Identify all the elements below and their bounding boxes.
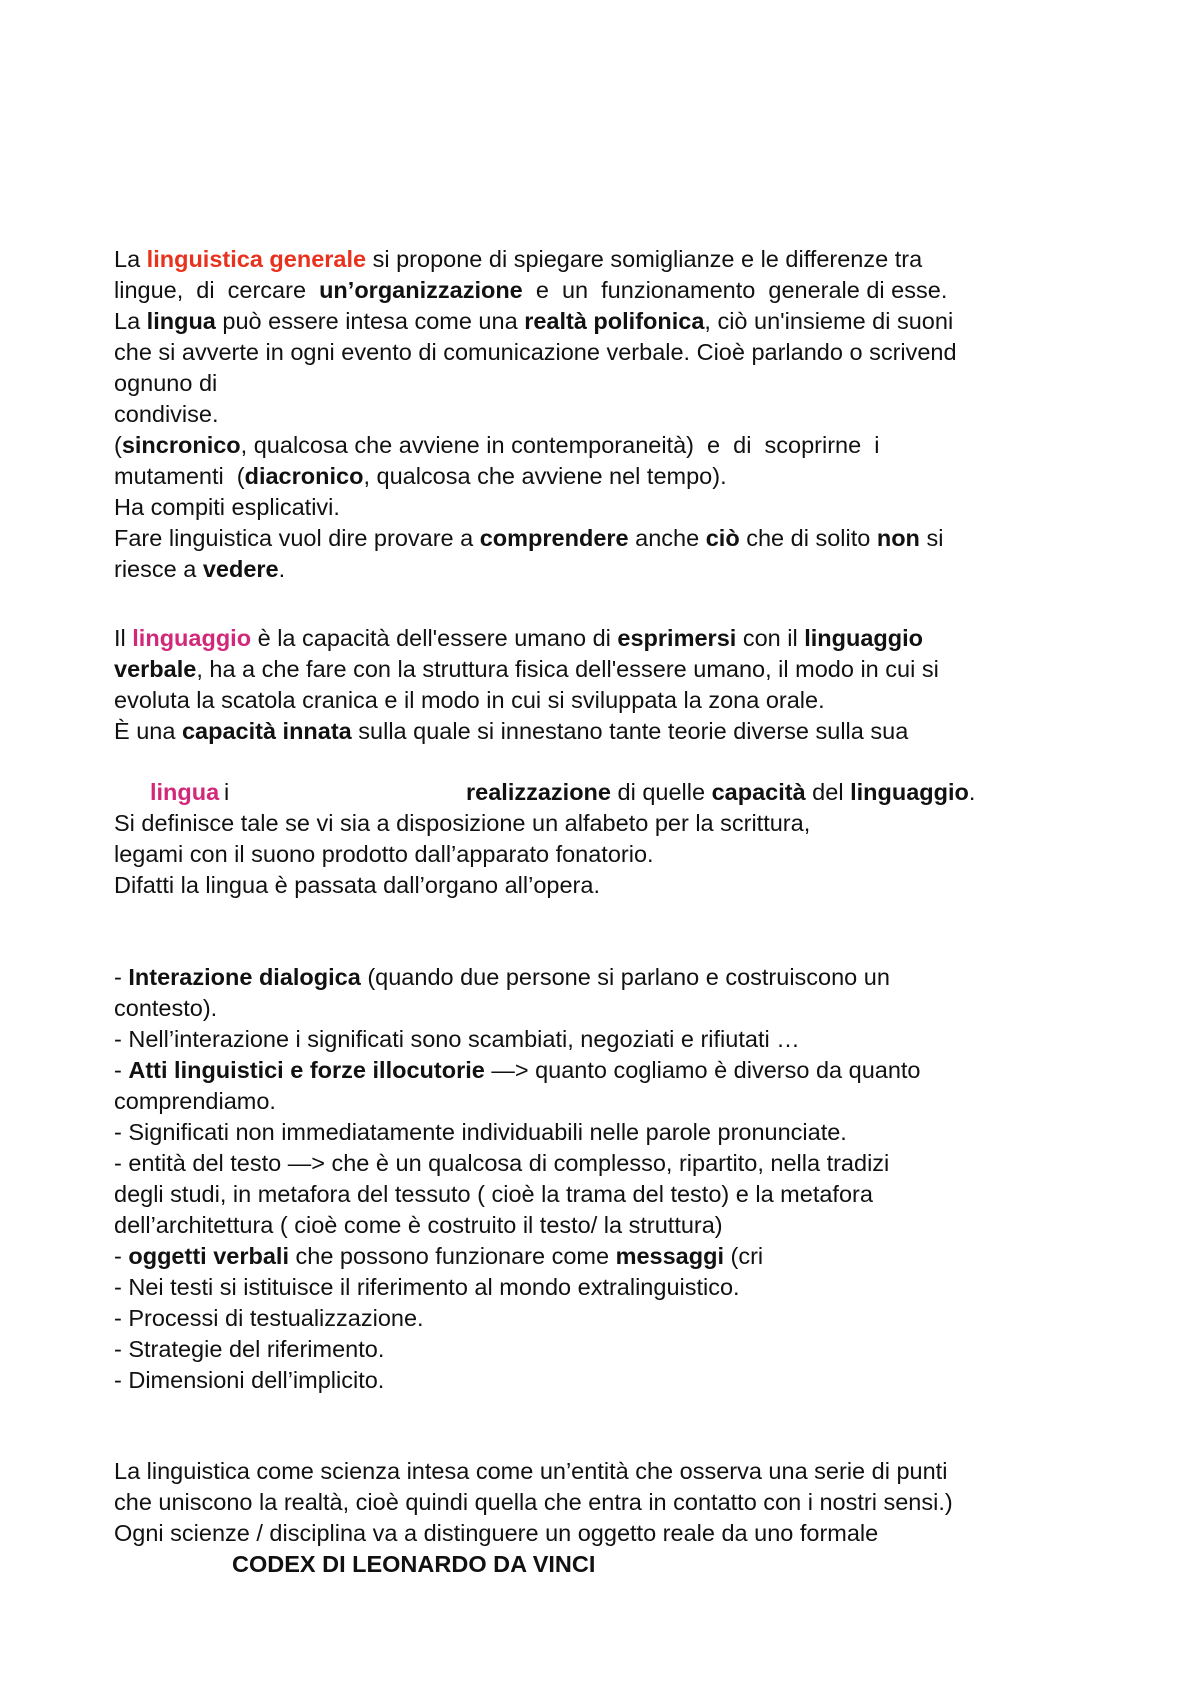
text: è la capacità dell'essere umano di: [251, 625, 618, 651]
text: La: [114, 246, 147, 272]
list-item-continuation: comprendiamo.: [114, 1088, 276, 1114]
highlight-term: linguistica generale: [146, 246, 367, 272]
text: i: [224, 779, 230, 805]
text: che possono funzionare come: [288, 1243, 616, 1269]
bold-term: un’organizzazione: [319, 277, 523, 303]
text: con il: [736, 625, 805, 651]
text: si: [919, 525, 944, 551]
text: mutamenti (: [114, 463, 245, 489]
text: del: [805, 779, 851, 805]
bold-term: linguaggio: [804, 625, 924, 651]
bullet: -: [114, 1243, 129, 1269]
section-heading: CODEX DI LEONARDO DA VINCI: [232, 1551, 596, 1577]
paragraph-line: [114, 244, 922, 274]
bold-term: realtà polifonica: [524, 308, 705, 334]
text: Fare linguistica vuol dire provare a: [114, 525, 480, 551]
list-item: - entità del testo —> che è un qualcosa di complesso, ripartito, nella tradizi: [114, 1150, 890, 1176]
list-item: - Strategie del riferimento.: [114, 1336, 385, 1362]
paragraph-line: [114, 461, 727, 491]
bold-term: capacità innata: [181, 718, 352, 744]
bold-term: realizzazione: [466, 779, 611, 805]
paragraph-line: legami con il suono prodotto dall’apparato fonatorio.: [114, 841, 654, 867]
bullet: -: [114, 964, 129, 990]
bold-term: esprimersi: [617, 625, 737, 651]
text: (cri: [724, 1243, 764, 1269]
list-item: [114, 962, 890, 992]
list-item: - Dimensioni dell’implicito.: [114, 1367, 385, 1393]
paragraph-line: Ha compiti esplicativi.: [114, 494, 340, 520]
text: che di solito: [739, 525, 877, 551]
bold-term: capacità: [711, 779, 806, 805]
text: si propone di spiegare somiglianze e le differenze tra: [366, 246, 923, 272]
highlight-term: lingua: [150, 779, 220, 805]
paragraph-line: [114, 554, 285, 584]
paragraph-line: Si definisce tale se vi sia a disposizione un alfabeto per la scrittura,: [114, 810, 811, 836]
bold-term: Interazione dialogica: [128, 964, 361, 990]
list-item-continuation: degli studi, in metafora del tessuto ( cioè la trama del testo) e la metafora: [114, 1181, 873, 1207]
list-item-continuation: dell’architettura ( cioè come è costruito il testo/ la struttura): [114, 1212, 723, 1238]
bold-term: sincronico: [121, 432, 241, 458]
list-item-continuation: contesto).: [114, 995, 218, 1021]
bold-term: verbale: [114, 656, 197, 682]
text: .: [968, 779, 976, 805]
bold-term: linguaggio: [850, 779, 969, 805]
list-item: - Significati non immediatamente individuabili nelle parole pronunciate.: [114, 1119, 847, 1145]
list-item: [114, 1241, 763, 1271]
bold-term: comprendere: [479, 525, 629, 551]
list-item: - Nell’interazione i significati sono scambiati, negoziati e rifiutati …: [114, 1026, 800, 1052]
paragraph-line: condivise.: [114, 401, 219, 427]
highlight-term: linguaggio: [132, 625, 252, 651]
text: È una: [114, 718, 182, 744]
bold-term: lingua: [146, 308, 216, 334]
paragraph-line: Ogni scienze / disciplina va a distinguere un oggetto reale da uno formale: [114, 1520, 879, 1546]
paragraph-line: [114, 306, 953, 336]
text: di quelle: [610, 779, 712, 805]
text: —> quanto cogliamo è diverso da quanto: [484, 1057, 921, 1083]
paragraph-line: [114, 430, 879, 460]
text: , qualcosa che avviene in contemporaneità) e di scoprirne i: [240, 432, 880, 458]
text: (quando due persone si parlano e costruiscono un: [360, 964, 890, 990]
text: anche: [628, 525, 706, 551]
list-item: - Nei testi si istituisce il riferimento al mondo extralinguistico.: [114, 1274, 740, 1300]
paragraph-line: La linguistica come scienza intesa come un’entità che osserva una serie di punti: [114, 1458, 948, 1484]
paragraph-line: evoluta la scatola cranica e il modo in cui si sviluppata la zona orale.: [114, 687, 825, 713]
paragraph-line: [114, 716, 908, 746]
bold-term: diacronico: [244, 463, 364, 489]
text: può essere intesa come una: [215, 308, 525, 334]
bold-term: vedere: [202, 556, 279, 582]
list-item: [114, 1055, 921, 1085]
text: , ha a che fare con la struttura fisica dell'essere umano, il modo in cui si: [196, 656, 939, 682]
text: sulla quale si innestano tante teorie diverse sulla sua: [351, 718, 909, 744]
paragraph-line: [114, 275, 947, 305]
bold-term: oggetti verbali: [128, 1243, 289, 1269]
paragraph-line: [114, 623, 923, 653]
paragraph-line: ognuno di: [114, 370, 218, 396]
bold-term: Atti linguistici e forze illocutorie: [128, 1057, 485, 1083]
text: , qualcosa che avviene nel tempo).: [363, 463, 727, 489]
text: Il: [114, 625, 133, 651]
text: La: [114, 308, 147, 334]
text: .: [278, 556, 286, 582]
text: lingue, di cercare: [114, 277, 320, 303]
text: , ciò un'insieme di suoni: [704, 308, 954, 334]
paragraph-line: che uniscono la realtà, cioè quindi quella che entra in contatto con i nostri sensi.): [114, 1489, 953, 1515]
bold-term: non: [876, 525, 920, 551]
text: e un funzionamento generale di esse.: [522, 277, 948, 303]
paragraph-line: [114, 654, 939, 684]
paragraph-line: Difatti la lingua è passata dall’organo all’opera.: [114, 872, 600, 898]
text: (: [114, 432, 122, 458]
bold-term: messaggi: [615, 1243, 724, 1269]
paragraph-line: [114, 777, 1074, 807]
text: riesce a: [114, 556, 203, 582]
paragraph-line: che si avverte in ogni evento di comunicazione verbale. Cioè parlando o scrivend: [114, 339, 957, 365]
bold-term: ciò: [705, 525, 740, 551]
list-item: - Processi di testualizzazione.: [114, 1305, 424, 1331]
bullet: -: [114, 1057, 129, 1083]
paragraph-line: [114, 523, 943, 553]
